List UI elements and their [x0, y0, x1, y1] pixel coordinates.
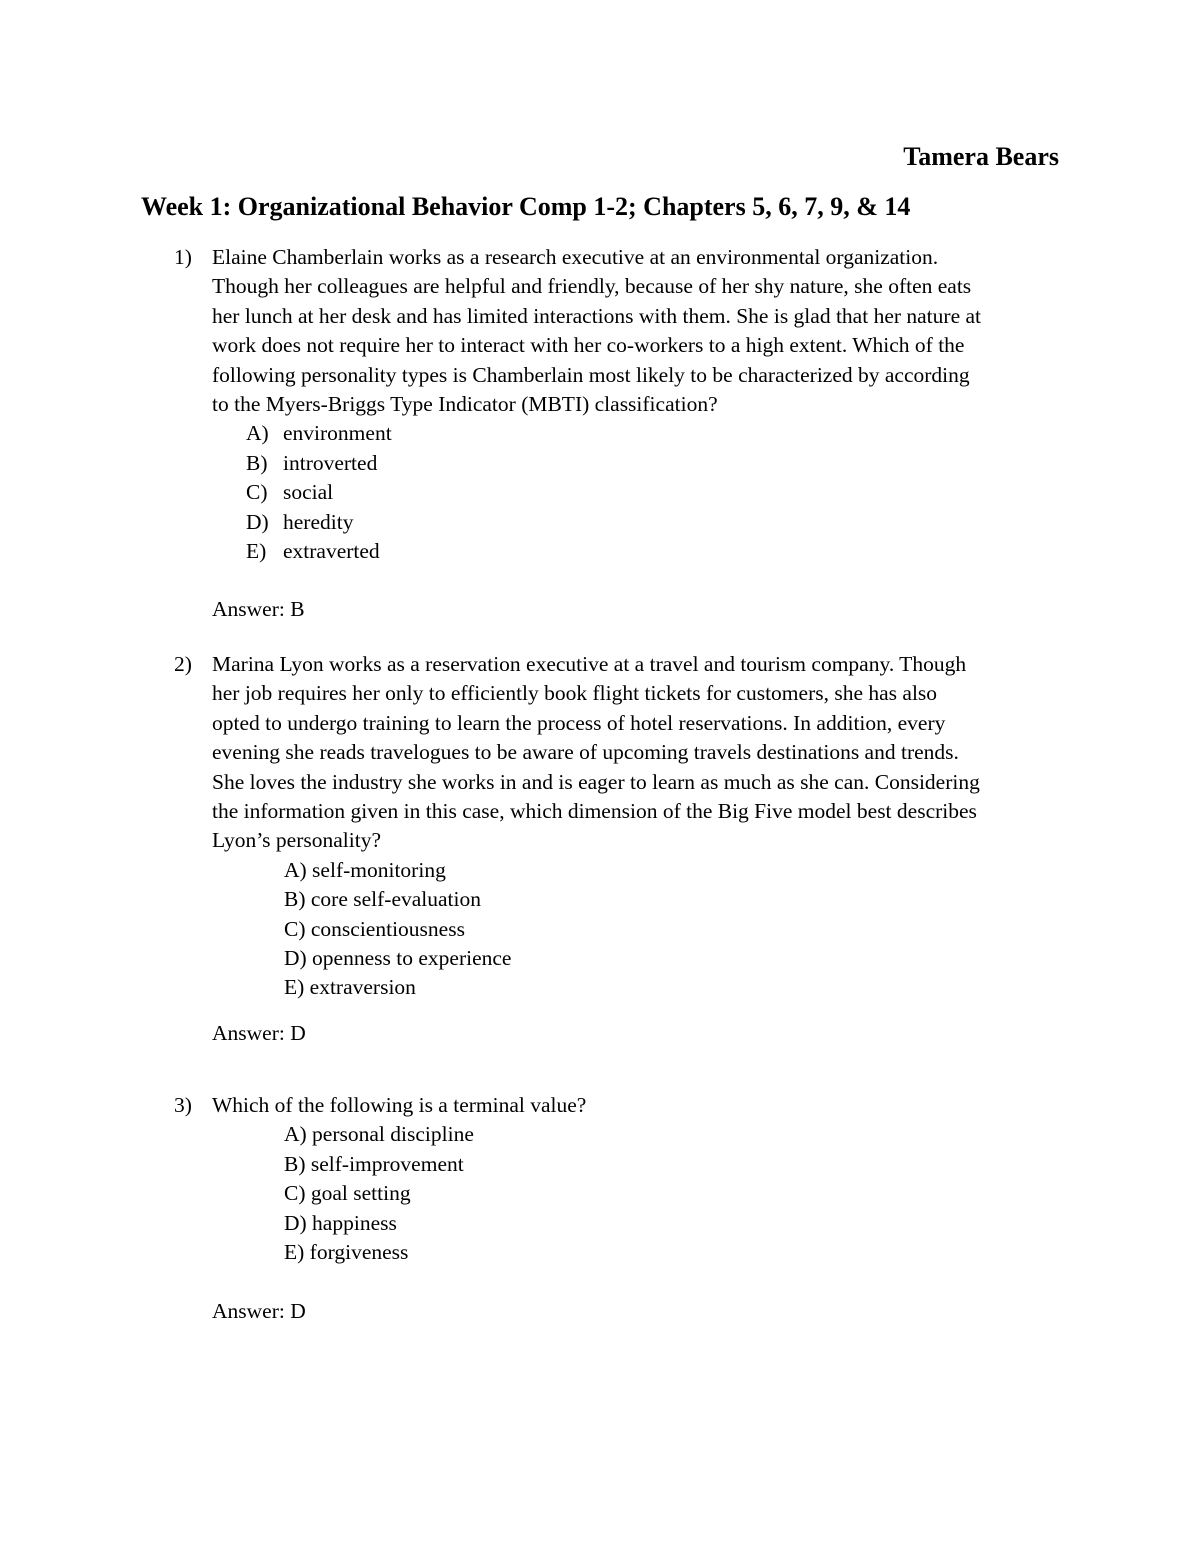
answer-options — [284, 1120, 1064, 1267]
question-3 — [174, 1091, 1064, 1327]
option-b: B) core self-evaluation — [284, 887, 481, 912]
option-e — [246, 537, 1064, 566]
question-body — [212, 243, 1064, 625]
option-c — [246, 478, 1064, 507]
question-1 — [174, 243, 1064, 625]
option-d — [246, 508, 1064, 537]
question-body — [212, 650, 1064, 1048]
author-name: Tamera Bears — [903, 142, 1059, 171]
question-stem: Elaine Chamberlain works as a research executive at an environmental organization. Though her colleagues are helpful and friendly, because of her shy nature, she often eats her lunch at her desk and has limited interactions with them. She is glad that her nature at work does not require her to interact with her co-workers to a high extent. Which of the following personality types is Chamberlain most likely to be characterized by according to the Myers-Briggs Type Indicator (MBTI) classification? — [212, 245, 982, 417]
option-letter: E) — [246, 539, 267, 564]
option-c: C) conscientiousness — [284, 916, 465, 941]
option-text: social — [283, 480, 334, 505]
option-d: D) openness to experience — [284, 946, 512, 971]
option-a — [246, 419, 1064, 448]
answer-options — [246, 419, 1064, 566]
option-text: environment — [283, 421, 392, 446]
answer-options — [284, 856, 1064, 1003]
document-title: Week 1: Organizational Behavior Comp 1-2; Chapters 5, 6, 7, 9, & 14 — [141, 192, 911, 221]
option-a: A) personal discipline — [284, 1122, 474, 1147]
question-stem: Marina Lyon works as a reservation executive at a travel and tourism company. Though her job requires her only to efficiently book flight tickets for customers, she has also opted to undergo training to learn the process of hotel reservations. In addition, every evening she reads travelogues to be aware of upcoming travels destinations and trends. She loves the industry she works in and is eager to learn as much as she can. Considering the information given in this case, which dimension of the Big Five model best describes Lyon’s personality? — [212, 652, 980, 853]
option-letter: C) — [246, 480, 268, 505]
option-d: D) happiness — [284, 1210, 397, 1235]
option-letter: B) — [246, 450, 268, 475]
option-letter: A) — [246, 421, 269, 446]
option-text: introverted — [283, 450, 378, 475]
option-text: heredity — [283, 509, 354, 534]
question-2 — [174, 650, 1064, 1048]
answer-key: Answer: B — [212, 597, 305, 622]
option-b — [246, 449, 1064, 478]
question-stem: Which of the following is a terminal value? — [212, 1093, 587, 1117]
question-number: 1) — [174, 245, 192, 269]
option-e: E) forgiveness — [284, 1240, 409, 1265]
option-e: E) extraversion — [284, 975, 416, 1000]
option-a: A) self-monitoring — [284, 857, 446, 882]
option-letter: D) — [246, 509, 269, 534]
question-number: 2) — [174, 652, 192, 676]
option-c: C) goal setting — [284, 1181, 411, 1206]
option-text: extraverted — [283, 539, 380, 564]
option-b: B) self-improvement — [284, 1151, 464, 1176]
question-body — [212, 1091, 1064, 1327]
question-number: 3) — [174, 1093, 192, 1117]
answer-key: Answer: D — [212, 1020, 306, 1045]
answer-key: Answer: D — [212, 1299, 306, 1324]
